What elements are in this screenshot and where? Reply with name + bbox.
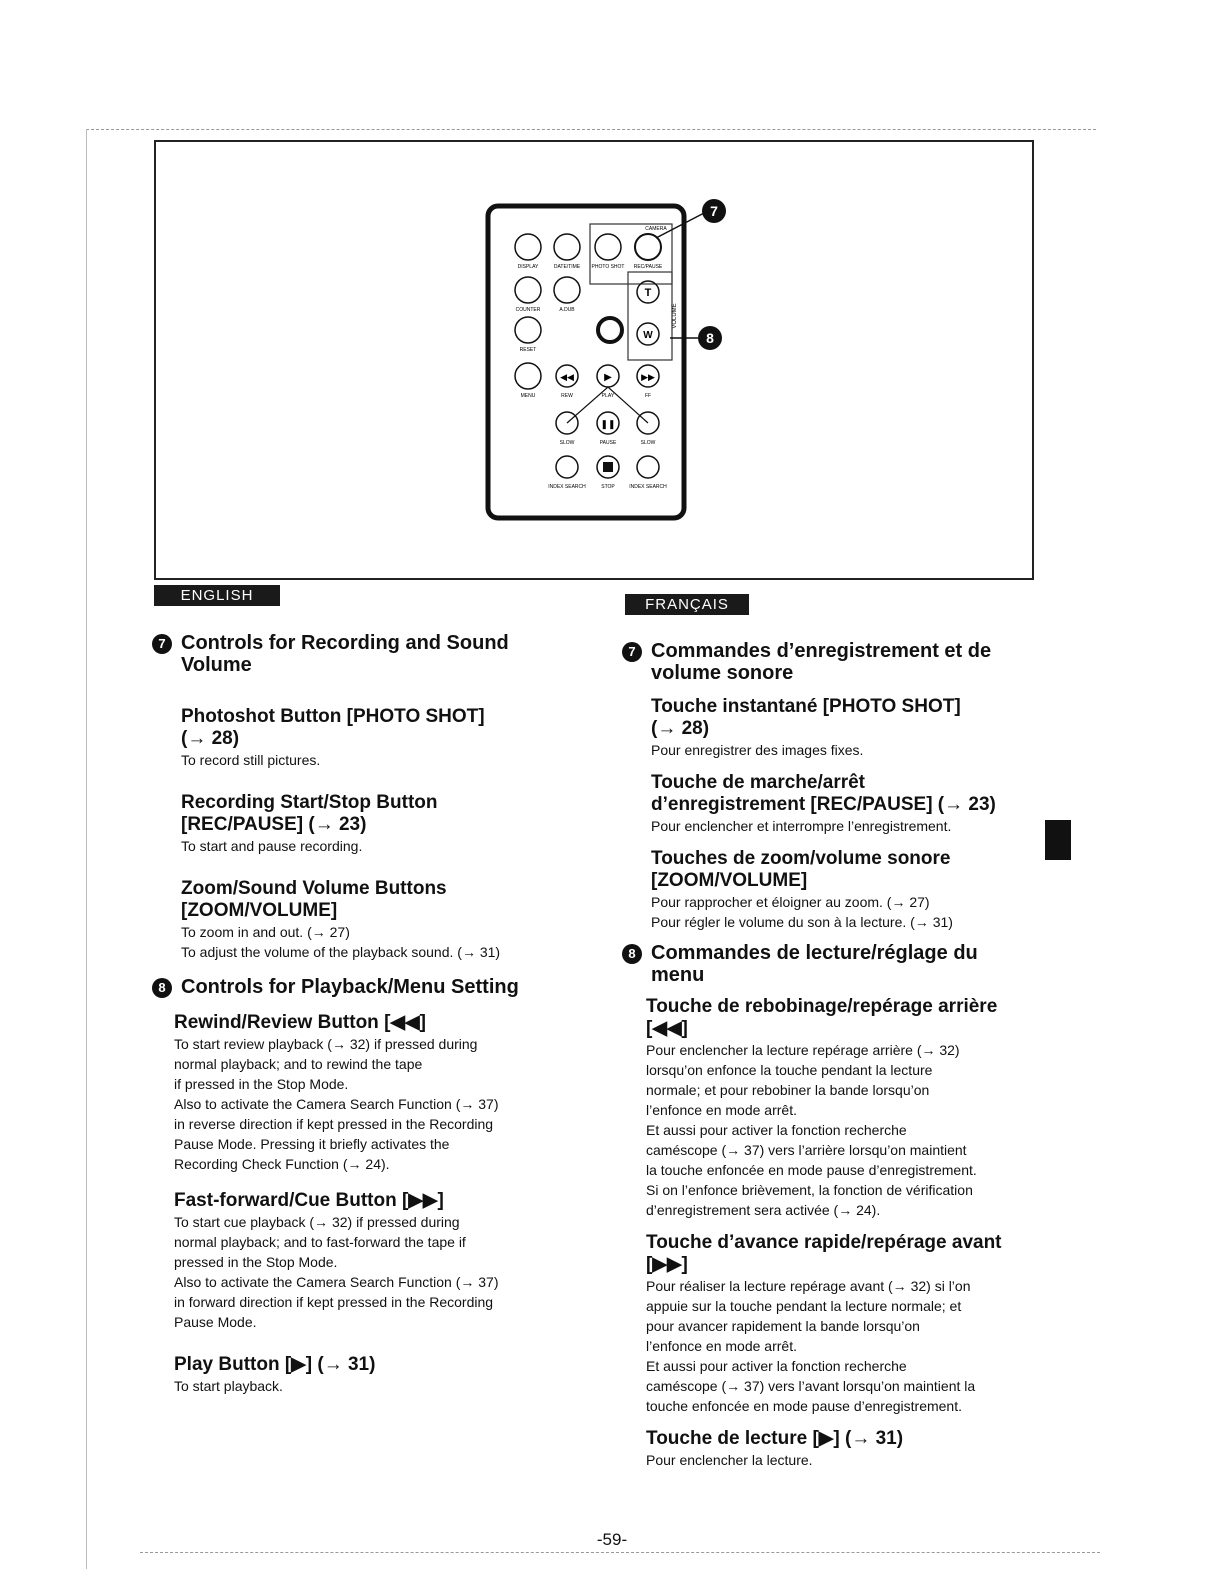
french-item-body: Pour enregistrer des images fixes. (651, 742, 864, 758)
french-item-title: Touche de lecture [▶] (→ 31) (646, 1428, 904, 1449)
display-label: DISPLAY (517, 264, 539, 270)
remote-control-illustration (470, 190, 750, 530)
french-item-title: Touche instantané [PHOTO SHOT] (→ 28) (651, 696, 961, 739)
english-item-play (174, 1354, 532, 1396)
ff-label: FF (644, 393, 652, 399)
english-section-7-heading (152, 632, 532, 676)
section-7-number-badge: 7 (152, 634, 172, 654)
french-item-body: Pour enclencher la lecture. (646, 1452, 813, 1468)
pause-glyph-icon: ❚❚ (600, 419, 616, 429)
french-item-body: Pour réaliser la lecture repérage avant (→ 32) si l’on appuie sur la touche pendant la lecture normale; et pour avancer rapidement la bande lorsqu’on l’enfonce en mode arrêt. Et aussi pour activer la fonction recherche caméscope (→ 37) vers l’avant lorsqu’on maintient la touche enfoncée en mode pause d’enregistrement. (646, 1278, 976, 1414)
french-item-fast-forward (646, 1232, 1022, 1416)
section-8-number-badge: 8 (622, 944, 642, 964)
french-section-7-items (651, 696, 1022, 932)
english-item-rewind (174, 1012, 532, 1174)
english-item-body: To record still pictures. (181, 752, 321, 768)
english-item-title: Fast-forward/Cue Button [▶▶] (174, 1190, 444, 1211)
french-item-body: Pour enclencher et interrompre l’enregistrement. (651, 818, 952, 834)
top-rule (86, 129, 1096, 130)
english-section-8-title: Controls for Playback/Menu Setting (181, 976, 519, 998)
english-item-body: To start review playback (→ 32) if pressed during normal playback; and to rewind the tape if pressed in the Stop Mode. Also to activate the Camera Search Function (→ 37) in reverse direction if kept pressed in the Recording Pause Mode. Pressing it briefly activates the Recording Check Function (→ 24). (174, 1036, 499, 1172)
stop-label: STOP (601, 484, 615, 490)
callout-7-number: 7 (710, 203, 718, 219)
english-column (152, 632, 532, 1396)
english-item-body: To start cue playback (→ 32) if pressed during normal playback; and to fast-forward the tape if pressed in the Stop Mode. Also to activate the Camera Search Function (→ 37) in forward direction if kept pressed in the Recording Pause Mode. (174, 1214, 499, 1330)
callout-8-number: 8 (706, 330, 714, 346)
menu-label: MENU (520, 393, 536, 399)
french-section-7-title: Commandes d’enregistrement et de volume sonore (651, 640, 992, 684)
section-8-number-badge: 8 (152, 978, 172, 998)
french-item-title: Touche d’avance rapide/repérage avant [▶▶] (646, 1232, 1002, 1275)
remote-body (488, 206, 684, 518)
french-language-tag: FRANÇAIS (625, 594, 749, 615)
french-section-8-items (646, 996, 1022, 1470)
english-item-body: To zoom in and out. (→ 27) To adjust the volume of the playback sound. (→ 31) (181, 924, 501, 960)
english-section-8-heading (152, 976, 532, 998)
pause-label: PAUSE (599, 440, 617, 446)
french-item-title: Touche de marche/arrêt d’enregistrement [REC/PAUSE] (→ 23) (651, 772, 996, 815)
english-item-title: Play Button [▶] (→ 31) (174, 1354, 376, 1375)
volume-label: VOLUME (672, 303, 678, 329)
french-item-title: Touche de rebobinage/repérage arrière [◀◀] (646, 996, 998, 1039)
english-item-fast-forward (174, 1190, 532, 1332)
stop-glyph-icon (603, 462, 613, 472)
zoom-t-label: T (644, 287, 652, 299)
english-item-rec-pause (181, 792, 532, 856)
english-item-title: Photoshot Button [PHOTO SHOT] (→ 28) (181, 706, 485, 749)
section-thumb-marker (1045, 820, 1071, 860)
english-section-8-items (174, 1012, 532, 1396)
ff-glyph-icon: ▶▶ (641, 372, 655, 382)
english-item-body: To start and pause recording. (181, 838, 363, 854)
photo-shot-label: PHOTO SHOT (591, 264, 625, 270)
rew-glyph-icon: ◀◀ (560, 372, 574, 382)
french-item-body: Pour rapprocher et éloigner au zoom. (→ 27) Pour régler le volume du son à la lecture. (→ 31) (651, 894, 953, 930)
a-dub-label: A.DUB (559, 307, 575, 313)
rec-pause-label: REC/PAUSE (633, 264, 663, 270)
reset-label: RESET (519, 347, 537, 353)
index-rev-label: INDEX SEARCH (548, 484, 586, 490)
page-number: -59- (596, 1530, 628, 1549)
english-item-zoom-volume (181, 878, 532, 962)
french-item-rec-pause (651, 772, 1022, 836)
zoom-w-label: W (643, 330, 653, 341)
english-section-7-title: Controls for Recording and Sound Volume (181, 632, 509, 676)
section-7-number-badge: 7 (622, 642, 642, 662)
french-item-body: Pour enclencher la lecture repérage arrière (→ 32) lorsqu’on enfonce la touche pendant la lecture normale; et pour rebobiner la bande lorsqu’on l’enfonce en mode arrêt. Et aussi pour activer la fonction recherche caméscope (→ 37) vers l’arrière lorsqu’on maintient la touche enfoncée en mode pause d’enregistrement. Si on l’enfonce brièvement, la fonction de vérification d’enregistrement sera activée (→ 24). (646, 1042, 977, 1218)
bottom-rule (140, 1552, 1100, 1553)
french-column (622, 640, 1022, 1470)
english-item-title: Rewind/Review Button [◀◀] (174, 1012, 426, 1033)
slow-rev-label: SLOW (559, 440, 575, 446)
french-item-rewind (646, 996, 1022, 1220)
english-section-7-items (181, 706, 532, 962)
camera-label: CAMERA (645, 226, 667, 232)
slow-fwd-label: SLOW (640, 440, 656, 446)
play-label: PLAY (601, 393, 615, 399)
french-item-zoom-volume (651, 848, 1022, 932)
date-time-label: DATE/TIME (553, 264, 581, 270)
english-item-body: To start playback. (174, 1378, 283, 1394)
play-glyph-icon: ▶ (604, 372, 612, 383)
left-rule (86, 129, 87, 1569)
french-item-play (646, 1428, 1022, 1470)
english-item-photoshot (181, 706, 532, 770)
english-item-title: Zoom/Sound Volume Buttons [ZOOM/VOLUME] (181, 878, 447, 921)
french-section-8-title: Commandes de lecture/réglage du menu (651, 942, 978, 986)
french-section-8-heading (622, 942, 1022, 986)
french-item-title: Touches de zoom/volume sonore [ZOOM/VOLUME] (651, 848, 951, 891)
rew-label: REW (561, 393, 573, 399)
english-item-title: Recording Start/Stop Button [REC/PAUSE] (→ 23) (181, 792, 438, 835)
index-fwd-label: INDEX SEARCH (629, 484, 667, 490)
french-section-7-heading (622, 640, 1022, 684)
french-item-photoshot (651, 696, 1022, 760)
english-language-tag: ENGLISH (154, 585, 280, 606)
counter-label: COUNTER (515, 307, 541, 313)
